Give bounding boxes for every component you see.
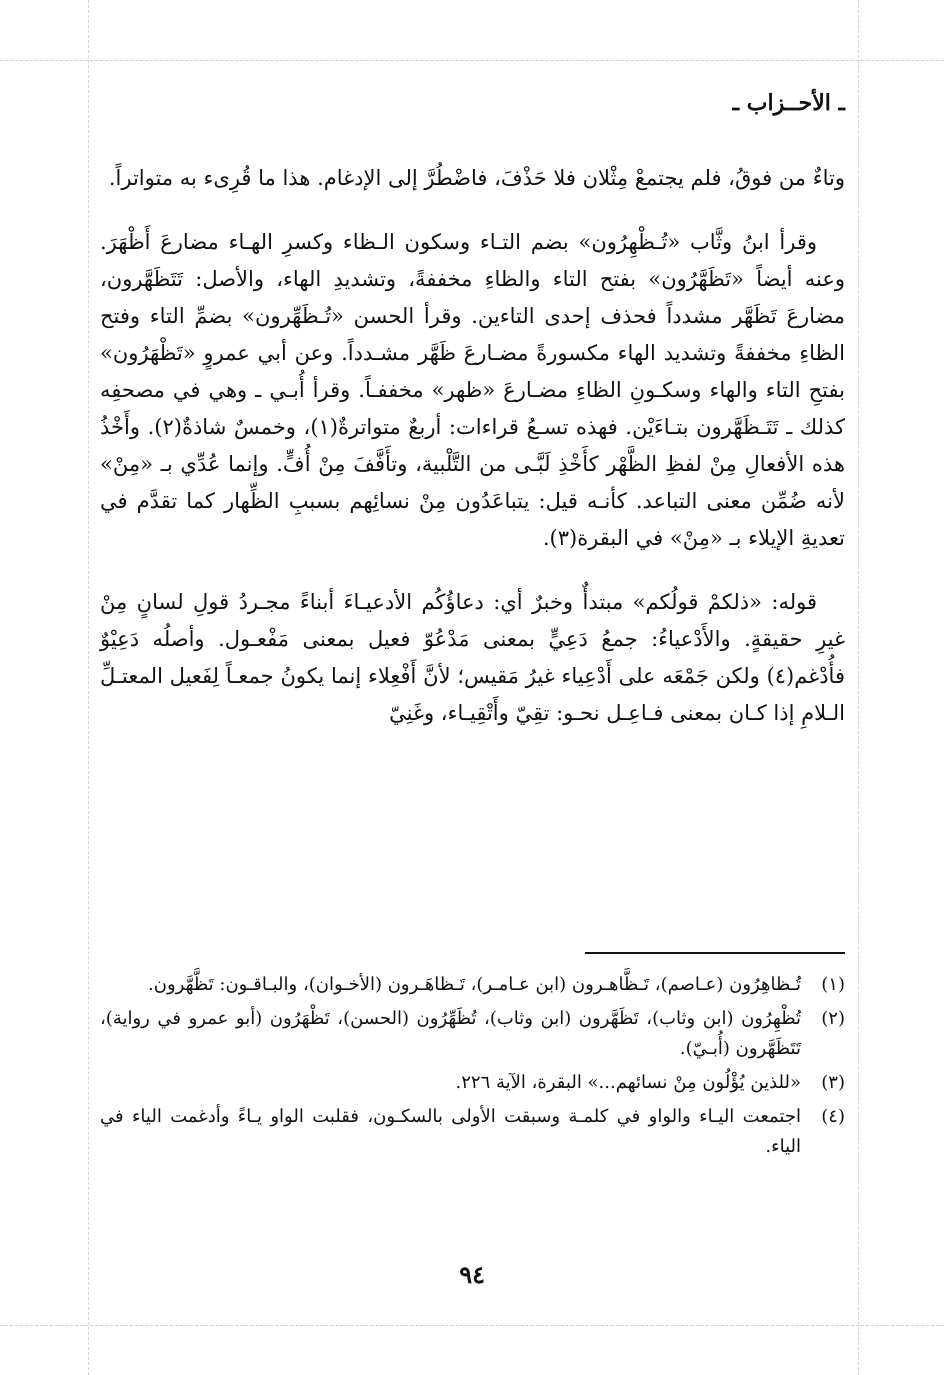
footnote-separator — [585, 952, 845, 954]
paragraph: قوله: «ذلكمْ قولُكم» مبتدأٌ وخبرٌ أي: دعاؤُكُم الأدعيـاءَ أبناءً مجـردُ قولِ لسانٍ مِنْ غيرِ حقيقةٍ. والأَدْعياءُ: جمعُ دَعِيٍّ بمعنى مَدْعُوّ فعيل بمعنى مَفْعـول. وأصلُه دَعِيْوٌ فأُدْغم(٤) ولكن جَمْعَه على أَدْعِياء غيرُ مَقيس؛ لأنَّ أَفْعِلاء إنما يكونُ جمعـاً لِفَعيل المعتـلِّ الـلامِ إذا كـان بمعنى فـاعِـل نحـو: تقِيّ وأَتْقِيـاء، وغَنِيّ — [100, 590, 845, 725]
main-text — [100, 160, 845, 732]
footnote-number: (٢) — [821, 1008, 845, 1029]
footnote-number: (١) — [821, 974, 845, 995]
footnote-number: (٤) — [821, 1106, 845, 1127]
footnote-text: اجتمعت اليـاء والواو في كلمـة وسبقت الأولى بالسكـون، فقلبت الواو يـاءً وأدغمت الياء في الياء. — [100, 1106, 801, 1157]
footnote-text: تُـظاهِرُون (عـاصم)، تَـظَّاهـرون (ابن عـامـر)، تَـظاهَـرون (الأخـوان)، والبـاقـون: تَظَّهَّرون. — [148, 974, 801, 995]
footnote — [100, 970, 845, 1000]
footnote — [100, 1068, 845, 1098]
paragraph: وقرأ ابنُ وثَّاب «تُـظْهِرُون» بضم التـاء وسكون الـظاء وكسرِ الهـاء مضارعَ أَظْهَرَ. وعنه أيضاً «تَظَهَّرُون» بفتح التاء والظاءِ مخففةً، وتشديدِ الهاء، والأصل: تَتَظَهَّرون، مضارعَ تَظَهَّر مشدداً فحذف إحدى التاءين. وقرأ الحسن «تُـظَهِّرون» بضمِّ التاء وفتح الظاءِ مخففةً وتشديد الهاء مكسورةً مضـارعَ ظَهَّر مشـدداً. وعن أبي عمروٍ «تَظْهَرُون» بفتحِ التاء والهاء وسكـونِ الظاءِ مضـارعَ «ظهر» مخففـاً. وقرأ أُبـي ـ وهي في مصحفِه كذلك ـ تَتَـظَهَّرون بتـاءَيْن. فهذه تسـعُ قراءات: أربعٌ متواترةٌ(١)، وخمسٌ شاذةٌ(٢). وأَخْذُ هذه الأفعالِ مِنْ لفظِ الظَّهْر كأَخْذِ لَبَّـى من التَّلْبية، وتأَفَّفَ مِنْ أُفٍّ. وإنما عُدِّي بـ «مِنْ» لأنه ضُمِّن معنى التباعد. كأنـه قيل: يتباعَدُون مِنْ نسائِهم بسببِ الظِّهار كما تقدَّم في تعديةِ الإيلاء بـ «مِنْ» في البقرة(٣). — [100, 230, 845, 550]
footnotes — [100, 970, 845, 1166]
scan-guide-line — [858, 0, 859, 1375]
scan-guide-line — [88, 0, 89, 1375]
paragraph: وتاءٌ من فوقُ، فلم يجتمعْ مِثْلان فلا حَذْفَ، فاضْطُرَّ إلى الإدغام. هذا ما قُرِىء به متواتراً. — [108, 166, 845, 190]
footnote — [100, 1004, 845, 1064]
footnote-text: تُظْهِرُون (ابن وثاب)، تَظَهَّرون (ابن وثاب)، تُظَهِّرُون (الحسن)، تَظْهَرُون (أبو عمرو في رواية)، تَتَظَهَّرون (أُبـيّ). — [100, 1008, 801, 1059]
running-head: ـ الأحــزاب ـ — [732, 90, 845, 116]
footnote — [100, 1102, 845, 1162]
footnote-text: «للذين يُؤْلُون مِنْ نسائهم...» البقرة، الآية ٢٢٦. — [455, 1072, 801, 1093]
scan-guide-line — [0, 1325, 944, 1326]
footnote-number: (٣) — [821, 1072, 845, 1093]
page-number: ٩٤ — [459, 1260, 485, 1289]
scan-guide-line — [0, 60, 944, 61]
